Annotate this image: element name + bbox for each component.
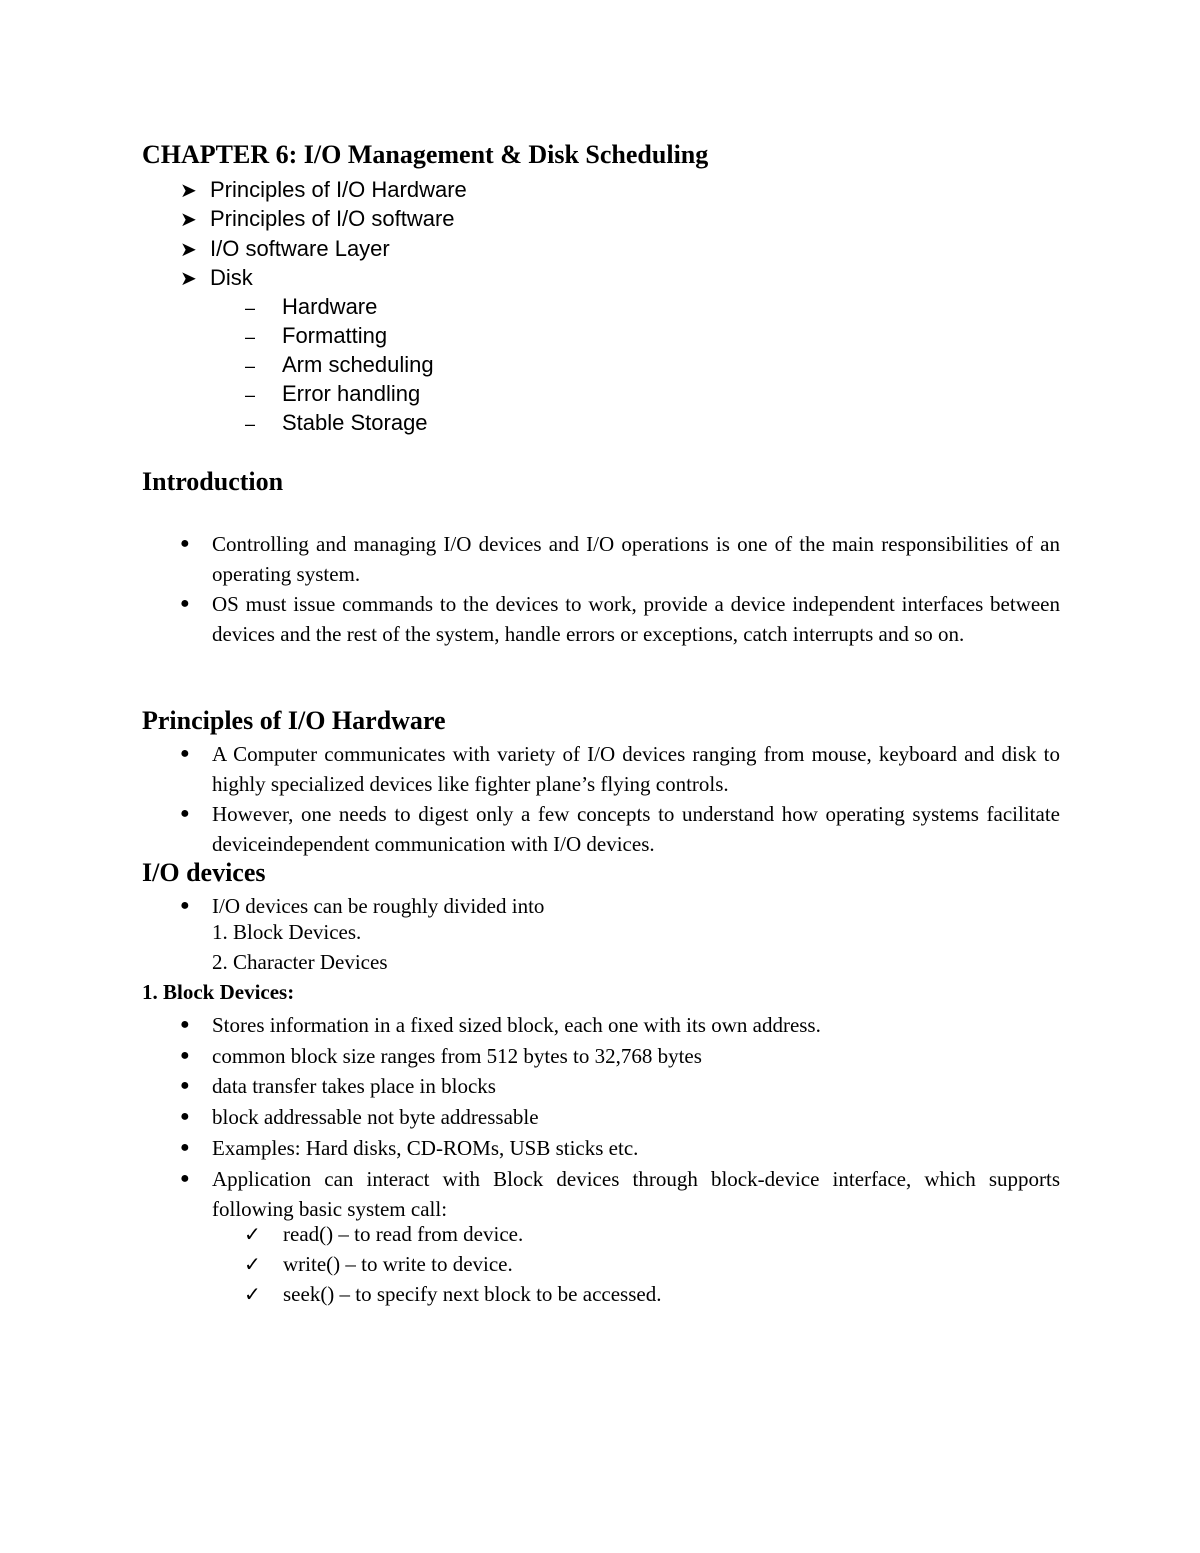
toc-item [180, 236, 390, 262]
disk-subitem-label: Formatting [282, 323, 388, 348]
numbered-item: 2. Character Devices [212, 950, 388, 974]
bullet-dot-icon: ● [180, 1139, 190, 1156]
system-call-item [244, 1222, 523, 1247]
io-devices-heading: I/O devices [142, 858, 266, 887]
toc-item [180, 177, 467, 203]
bullet-dot-icon: ● [180, 535, 190, 552]
arrow-bullet-icon: ➤ [180, 209, 197, 231]
disk-subitem [245, 352, 434, 378]
arrow-bullet-icon: ➤ [180, 239, 197, 261]
disk-subitem-label: Stable Storage [282, 410, 428, 435]
system-call-label: read() – to read from device. [283, 1222, 524, 1246]
bullet-dot-icon: ● [180, 805, 190, 822]
list-item-text: I/O devices can be roughly divided into [212, 894, 545, 918]
toc-item-label: Principles of I/O Hardware [210, 177, 467, 202]
bullet-dot-icon: ● [180, 1016, 190, 1033]
disk-subitem [245, 381, 420, 407]
dash-bullet-icon: – [245, 327, 256, 347]
bullet-dot-icon: ● [180, 1108, 190, 1125]
bullet-dot-icon: ● [180, 745, 190, 762]
list-item-text: common block size ranges from 512 bytes to 32,768 bytes [212, 1044, 702, 1068]
list-item-text: Stores information in a fixed sized block, each one with its own address. [212, 1013, 821, 1037]
disk-subitem [245, 410, 428, 436]
list-item [180, 529, 1060, 589]
list-item-text: However, one needs to digest only a few concepts to understand how operating systems facilitate deviceindependent communication with I/O devices. [212, 802, 1060, 856]
toc-item-label: Principles of I/O software [210, 206, 455, 231]
list-item [180, 1071, 1060, 1101]
list-item [180, 1133, 1060, 1163]
toc-item [180, 206, 455, 232]
list-item [180, 589, 1060, 649]
arrow-bullet-icon: ➤ [180, 268, 197, 290]
toc-item-label: I/O software Layer [210, 236, 390, 261]
checkmark-icon: ✓ [244, 1254, 261, 1276]
list-item [180, 739, 1060, 799]
toc-item-label: Disk [210, 265, 253, 290]
checkmark-icon: ✓ [244, 1224, 261, 1246]
system-call-label: write() – to write to device. [283, 1252, 513, 1276]
disk-subitem-label: Arm scheduling [282, 352, 434, 377]
bullet-dot-icon: ● [180, 1170, 190, 1187]
list-item-text: Application can interact with Block devices through block-device interface, which supports following basic system call: [212, 1167, 1060, 1221]
arrow-bullet-icon: ➤ [180, 180, 197, 202]
checkmark-icon: ✓ [244, 1284, 261, 1306]
introduction-heading: Introduction [142, 467, 284, 496]
list-item [180, 1102, 1060, 1132]
list-item [180, 799, 1060, 859]
list-item-text: Controlling and managing I/O devices and I/O operations is one of the main responsibilities of an operating system. [212, 532, 1060, 586]
list-item [180, 1010, 1060, 1040]
list-item [180, 891, 1060, 921]
block-devices-heading: 1. Block Devices: [142, 980, 295, 1004]
system-call-label: seek() – to specify next block to be accessed. [283, 1282, 662, 1306]
numbered-item: 1. Block Devices. [212, 920, 362, 944]
disk-subitem [245, 323, 387, 349]
bullet-dot-icon: ● [180, 595, 190, 612]
list-item-text: data transfer takes place in blocks [212, 1074, 496, 1098]
bullet-dot-icon: ● [180, 897, 190, 914]
list-item [180, 1164, 1060, 1224]
chapter-title: CHAPTER 6: I/O Management & Disk Scheduling [142, 140, 709, 169]
list-item-text: A Computer communicates with variety of I/O devices ranging from mouse, keyboard and disk to highly specialized devices like fighter plane’s flying controls. [212, 742, 1060, 796]
bullet-dot-icon: ● [180, 1077, 190, 1094]
dash-bullet-icon: – [245, 385, 256, 405]
disk-subitem-label: Hardware [282, 294, 378, 319]
principles-hardware-heading: Principles of I/O Hardware [142, 706, 446, 735]
disk-subitem [245, 294, 377, 320]
dash-bullet-icon: – [245, 356, 256, 376]
bullet-dot-icon: ● [180, 1047, 190, 1064]
toc-item [180, 265, 253, 291]
system-call-item [244, 1282, 661, 1307]
dash-bullet-icon: – [245, 414, 256, 434]
system-call-item [244, 1252, 513, 1277]
dash-bullet-icon: – [245, 298, 256, 318]
list-item [180, 1041, 1060, 1071]
list-item-text: Examples: Hard disks, CD-ROMs, USB sticks etc. [212, 1136, 639, 1160]
list-item-text: block addressable not byte addressable [212, 1105, 539, 1129]
list-item-text: OS must issue commands to the devices to work, provide a device independent interfaces between devices and the rest of the system, handle errors or exceptions, catch interrupts and so on. [212, 592, 1060, 646]
disk-subitem-label: Error handling [282, 381, 421, 406]
